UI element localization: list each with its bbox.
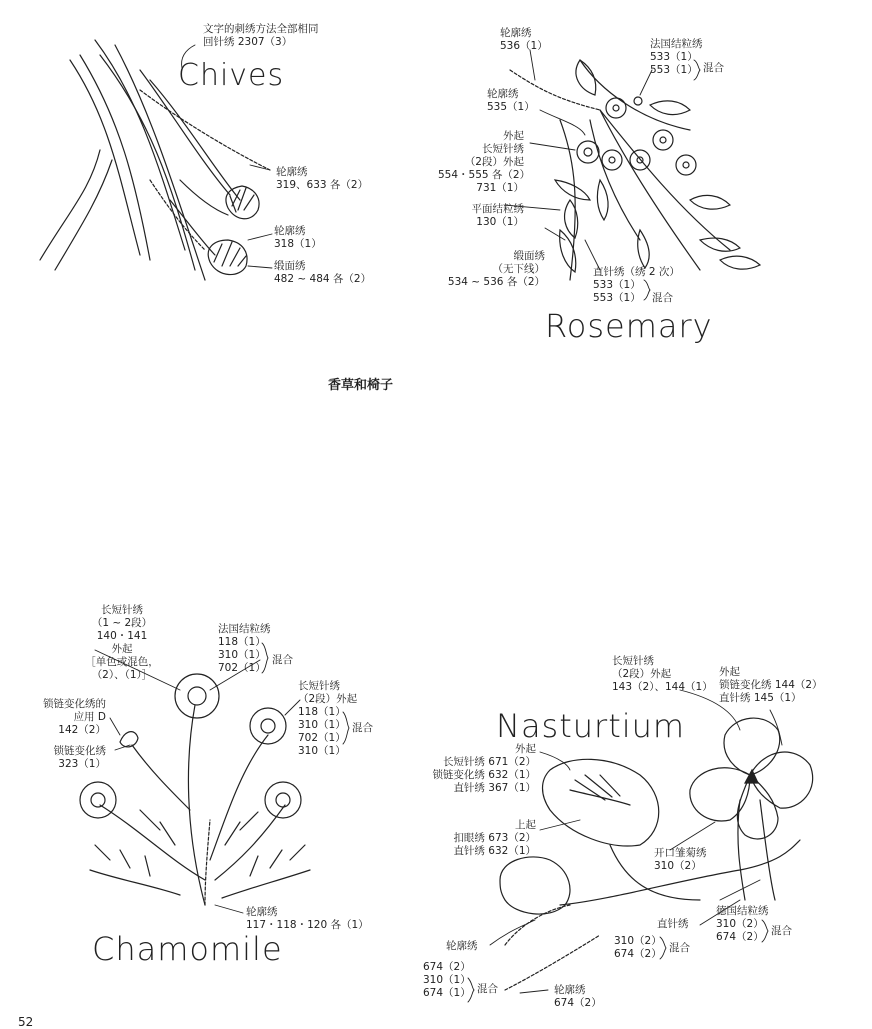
page-number: 52 <box>18 1015 34 1029</box>
chives-outline-2: 轮廓绣 318（1） <box>274 225 322 250</box>
chamomile-outline: 轮廓绣 117・118・120 各（1） <box>246 906 369 931</box>
chamomile-drawing <box>80 674 310 905</box>
nasturtium-straight: 直针绣 <box>657 918 689 930</box>
chives-top-note: 文字的刺绣方法全部相同 回针绣 2307（3） <box>203 23 319 48</box>
rosemary-satin: 缎面绣 （无下线） 534 ~ 536 各（2） <box>447 250 545 288</box>
rosemary-flat-knot: 平面结粒绣 130（1） <box>471 203 524 228</box>
rosemary-french-knot: 法国结粒绣 533（1） 553（1） <box>650 38 703 76</box>
chamomile-long-short-top: 长短针绣 （1 ~ 2段） 140・141 外起 ［单色或混色， （2）、（1）］ <box>85 604 159 681</box>
chamomile-french-knot: 法国结粒绣 118（1） 310（1） 702（1） <box>218 623 271 674</box>
rosemary-straight: 直针绣（绣 2 次） 533（1） 553（1） <box>593 266 680 304</box>
nasturtium-outer: 外起 锁链变化绣 144（2） 直针绣 145（1） <box>719 666 823 704</box>
nasturtium-outline-bottom: 轮廓绣 674（2） <box>554 984 602 1009</box>
rosemary-drawing <box>510 60 760 280</box>
chives-satin: 缎面绣 482 ~ 484 各（2） <box>274 260 372 285</box>
rosemary-outline-top: 轮廓绣 536（1） <box>500 27 548 52</box>
nasturtium-german-knot: 德国结粒绣 310（2） 674（2） <box>716 905 769 943</box>
nasturtium-straight-mix: 混合 <box>669 942 690 954</box>
rosemary-outline-mid: 轮廓绣 535（1） <box>487 88 535 113</box>
nasturtium-long-short: 长短针绣 （2段）外起 143（2）、144（1） <box>612 655 713 693</box>
nasturtium-german-mix: 混合 <box>771 925 792 937</box>
title-rosemary: Rosemary <box>545 307 713 345</box>
figure-caption: 香草和椅子 <box>328 378 394 393</box>
rosemary-french-mix: 混合 <box>703 62 724 74</box>
nasturtium-leaf-block-2: 上起 扣眼绣 673（2） 直针绣 632（1） <box>453 819 536 857</box>
rosemary-straight-mix: 混合 <box>652 292 673 304</box>
title-chives: Chives <box>178 58 285 93</box>
chamomile-chain-var: 锁链变化绣 323（1） <box>53 745 106 770</box>
chamomile-right-mix: 混合 <box>352 722 373 734</box>
chamomile-chain-var-d: 锁链变化绣的 应用 D 142（2） <box>43 698 106 736</box>
chamomile-french-mix: 混合 <box>272 654 293 666</box>
nasturtium-leaf-block: 外起 长短针绣 671（2） 锁链变化绣 632（1） 直针绣 367（1） <box>432 743 536 794</box>
rosemary-long-short: 外起 长短针绣 （2段）外起 554・555 各（2） 731（1） <box>438 130 531 194</box>
title-nasturtium: Nasturtium <box>496 707 686 745</box>
chamomile-long-short-right: 长短针绣 （2段）外起 118（1） 310（1） 702（1） 310（1） <box>298 680 358 757</box>
nasturtium-straight-vals: 310（2） 674（2） <box>614 935 662 960</box>
nasturtium-open-fly: 开口雏菊绣 310（2） <box>654 847 707 872</box>
nasturtium-outline-left-vals: 674（2） 310（1） 674（1） <box>423 961 471 999</box>
chives-outline-1: 轮廓绣 319、633 各（2） <box>276 166 369 191</box>
title-chamomile: Chamomile <box>92 930 283 968</box>
nasturtium-outline-left: 轮廓绣 <box>446 940 478 952</box>
nasturtium-outline-left-mix: 混合 <box>477 983 498 995</box>
